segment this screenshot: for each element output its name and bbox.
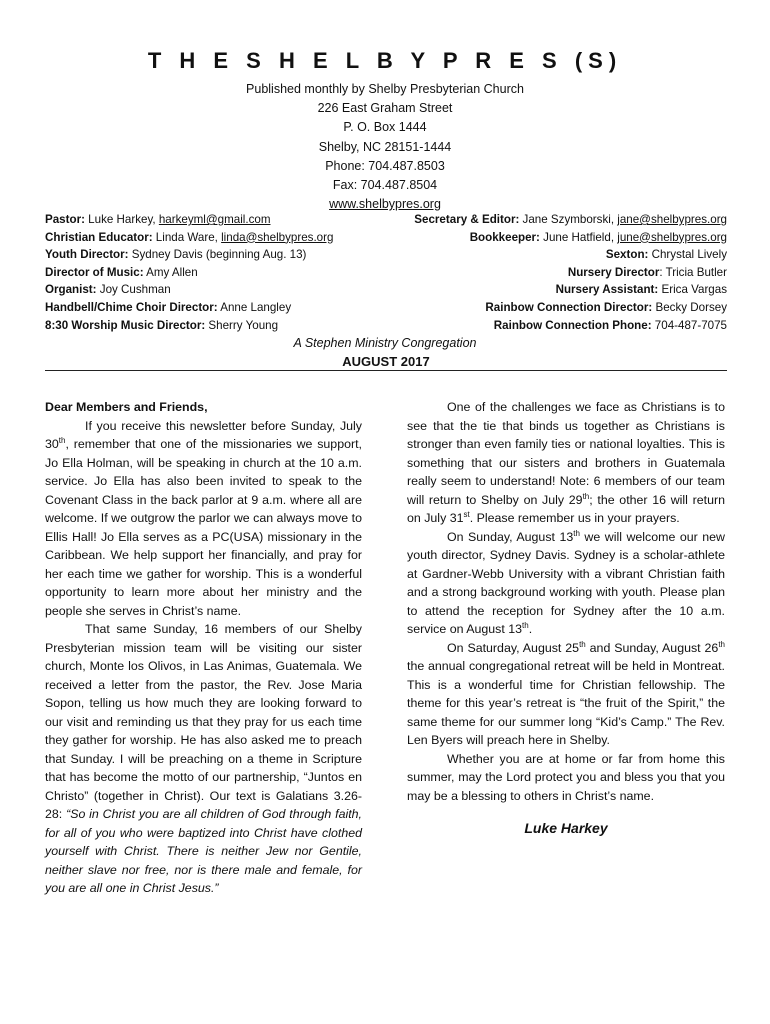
staff-role: Handbell/Chime Choir Director:	[45, 300, 218, 314]
letter-paragraph: Whether you are at home or far from home this summer, may the Lord protect you and bless you that you may be a blessing to others in Christ’s name.	[407, 751, 725, 803]
staff-name: Anne Langley	[217, 300, 292, 314]
publisher-line: Published monthly by Shelby Presbyterian Church	[246, 82, 524, 96]
staff-role: Director of Music:	[45, 265, 144, 279]
staff-entry-left	[45, 211, 270, 229]
staff-row	[45, 317, 727, 335]
signature: Luke Harkey	[524, 820, 608, 836]
staff-row	[45, 229, 727, 247]
staff-role: 8:30 Worship Music Director:	[45, 318, 206, 332]
staff-entry-right	[414, 211, 727, 229]
staff-entry-right	[494, 317, 727, 335]
staff-entry-right	[556, 281, 727, 299]
staff-email-link[interactable]: june@shelbypres.org	[617, 230, 727, 244]
staff-role: Secretary & Editor:	[414, 213, 520, 226]
staff-entry-right	[470, 229, 727, 247]
staff-row	[45, 264, 727, 282]
staff-email-link[interactable]: harkeyml@gmail.com	[158, 213, 271, 226]
staff-name: Erica Vargas	[658, 283, 727, 297]
staff-name: Becky Dorsey	[652, 300, 727, 314]
staff-entry-left	[45, 264, 198, 282]
staff-entry-left	[45, 299, 291, 317]
staff-role: Bookkeeper:	[469, 230, 540, 244]
staff-name: Jane Szymborski,	[519, 213, 618, 226]
newsletter-title: T H E S H E L B Y P R E S (S)	[147, 48, 623, 73]
staff-row	[45, 246, 727, 264]
staff-role: Organist:	[45, 283, 97, 297]
staff-role: Pastor:	[45, 213, 85, 226]
staff-entry-left	[45, 246, 306, 264]
street-address: 226 East Graham Street	[317, 101, 453, 116]
staff-role: Nursery Director	[567, 265, 660, 279]
letter-column-left	[45, 398, 362, 898]
staff-name: Sydney Davis (beginning Aug. 13)	[128, 248, 307, 262]
phone-number: Phone: 704.487.8503	[325, 158, 445, 173]
staff-row	[45, 281, 727, 299]
fax-number: Fax: 704.487.8504	[332, 178, 438, 193]
website-link[interactable]: www.shelbypres.org	[329, 197, 441, 212]
staff-email-link[interactable]: jane@shelbypres.org	[617, 213, 727, 226]
staff-row	[45, 299, 727, 317]
congregation-tagline: A Stephen Ministry Congregation	[293, 336, 477, 350]
staff-name: Luke Harkey,	[84, 213, 159, 226]
staff-name: Chrystal Lively	[648, 248, 727, 262]
letter-paragraph: On Saturday, August 25th and Sunday, August 26th the annual congregational retreat will be held in Montreat. This is a wonderful time for Christian fellowship. The theme for this year’s retreat is “the fruit of the Spirit,” the same theme for our summer long “Kid’s Camp.” The Rev. Len Byers will preach here in Shelby.	[407, 639, 725, 747]
staff-name: June Hatfield,	[539, 230, 618, 244]
staff-row	[45, 211, 727, 229]
letter-paragraph: That same Sunday, 16 members of our Shelby Presbyterian mission team will be visiting our sister church, Monte los Olivos, in Las Animas, Guatemala. We received a letter from the pastor, the Rev. Jose Maria Sopon, telling us how much they are looking forward to our visit and reminding us that they pray for us each time they gather for worship. He has also asked me to preach that Sunday. I will be preaching on a theme in Scripture that has become the motto of our partnership, “Juntos en Christo” (together in Christ). Our text is Galatians 3.26-28: “So in Christ you are all children of God through faith, for all of you who were baptized into Christ have clothed yourself with Christ. There is neither Jew nor Gentile, neither slave nor free, nor is there male and female, for you are all one in Christ Jesus.”	[45, 622, 362, 895]
staff-name: Linda Ware,	[152, 230, 222, 244]
staff-role: Christian Educator:	[45, 230, 153, 244]
po-box: P. O. Box 1444	[343, 120, 427, 135]
staff-name: Amy Allen	[143, 265, 198, 279]
letter-greeting: Dear Members and Friends,	[45, 400, 208, 414]
staff-email-link[interactable]: linda@shelbypres.org	[221, 230, 334, 244]
staff-role: Sexton:	[605, 248, 649, 262]
church-address-block	[0, 80, 770, 214]
city-state-zip: Shelby, NC 28151-1444	[318, 139, 452, 154]
staff-name: Sherry Young	[205, 318, 279, 332]
staff-entry-right	[606, 246, 727, 264]
staff-role: Rainbow Connection Phone:	[493, 318, 652, 332]
staff-role: Rainbow Connection Director:	[485, 300, 653, 314]
scripture-quote: “So in Christ you are all children of God through faith, for all of you who were baptized into Christ have clothed yourself with Christ. There is neither Jew nor Gentile, neither slave nor free, nor is there male and female, for you are all one in Christ Jesus.”	[45, 807, 362, 895]
staff-role: Youth Director:	[45, 248, 129, 262]
staff-entry-right	[485, 299, 727, 317]
staff-name: 704-487-7075	[651, 318, 727, 332]
issue-date: AUGUST 2017	[45, 354, 727, 371]
staff-directory	[45, 211, 727, 334]
letter-paragraph: If you receive this newsletter before Sunday, July 30th, remember that one of the missionaries we support, Jo Ella Holman, will be speaking in church at the 10 a.m. service. Jo Ella has also been invited to speak to the Covenant Class in the back parlor at 9 a.m. where all are welcome. If we outgrow the parlor we can always move to Ellis Hall! Jo Ella serves as a PC(USA) missionary in the Caribbean. We help support her financially, and pray for her each time we gather for worship. This is a wonderful opportunity to learn more about her ministry and the people she serves in Christ’s name.	[45, 418, 362, 618]
staff-entry-left	[45, 317, 278, 335]
staff-name: Joy Cushman	[96, 283, 171, 297]
staff-entry-right	[568, 264, 727, 282]
staff-role: Nursery Assistant:	[555, 283, 659, 297]
staff-name: : Tricia Butler	[659, 265, 727, 279]
staff-entry-left	[45, 281, 171, 299]
staff-entry-left	[45, 229, 333, 247]
letter-paragraph: One of the challenges we face as Christians is to see that the tie that binds us together as Christians is stronger than even family ties or national loyalties. This is something that our sisters and brothers in Guatemala really seem to understand! Note: 6 members of our team will return to Shelby on July 29th; the other 16 will return on July 31st. Please remember us in your prayers.	[407, 400, 725, 525]
letter-paragraph: On Sunday, August 13th we will welcome our new youth director, Sydney Davis. Sydney is a scholar-athlete at Gardner-Webb University with a vibrant Christian faith and a strong background working with youth. Please plan to attend the reception for Sydney after the 10 a.m. service on August 13th.	[407, 528, 725, 636]
letter-column-right	[407, 398, 725, 838]
